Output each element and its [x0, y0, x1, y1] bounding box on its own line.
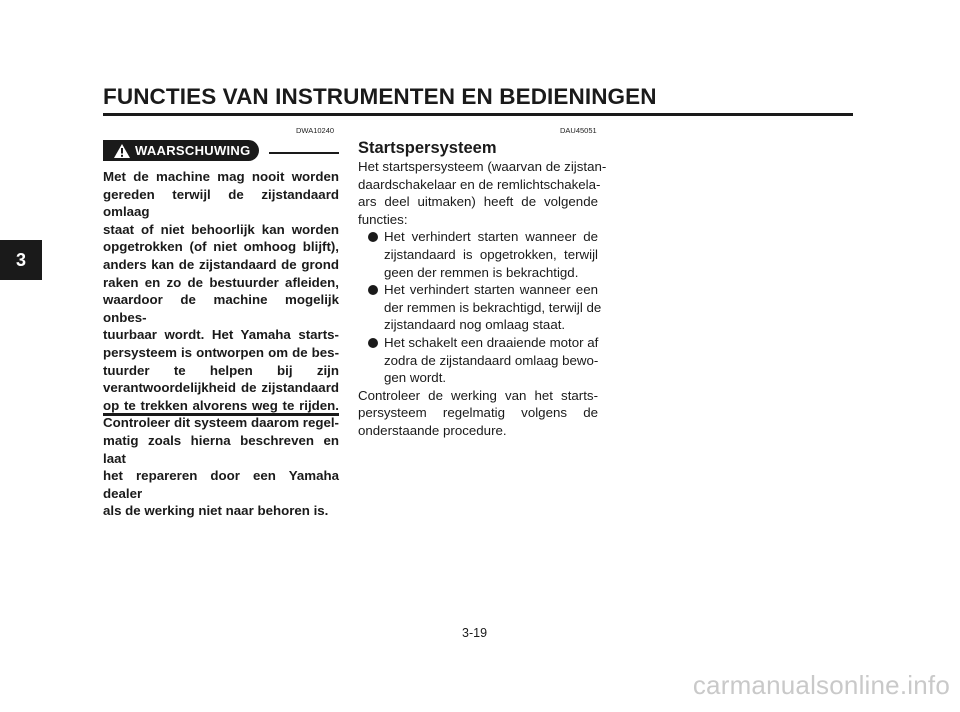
warning-badge — [103, 140, 259, 161]
intro-line: functies: — [358, 211, 408, 227]
intro-line: daardschakelaar en de remlichtschakela- — [358, 176, 601, 192]
warning-line: Met de machine mag nooit worden — [103, 169, 339, 184]
list-item — [358, 228, 598, 281]
intro-line: ars deel uitmaken) heeft de volgende — [358, 194, 598, 210]
warning-line: raken en zo de bestuurder afleiden, — [103, 274, 339, 290]
chapter-tab: 3 — [0, 240, 42, 280]
header-rule — [103, 113, 853, 116]
warning-reference-code: DWA10240 — [296, 126, 335, 135]
outro-line: persysteem regelmatig volgens de — [358, 405, 598, 421]
warning-line: staat of niet behoorlijk kan worden — [103, 221, 339, 237]
warning-line: persysteem is ontworpen om de bes- — [103, 344, 339, 360]
function-list — [358, 228, 602, 386]
section-reference-code: DAU45051 — [560, 126, 597, 135]
outro-line: onderstaande procedure. — [358, 422, 507, 438]
bullet-line: zodra de zijstandaard omlaag bewo- — [384, 352, 599, 368]
warning-header — [103, 140, 339, 162]
warning-line: op te trekken alvorens weg te rijden. — [103, 397, 339, 413]
warning-line: matig zoals hierna beschreven en laat — [103, 432, 339, 466]
list-item — [358, 334, 598, 387]
bullet-line: zijstandaard nog omlaag staat. — [384, 317, 566, 333]
warning-line: tuurder te helpen bij zijn — [103, 362, 339, 378]
bullet-icon — [368, 338, 378, 348]
bullet-line: der remmen is bekrachtigd, terwijl de — [384, 299, 602, 315]
warning-line: verantwoordelijkheid de zijstandaard — [103, 380, 339, 396]
bullet-icon — [368, 285, 378, 295]
bullet-line: Het verhindert starten wanneer de — [384, 229, 598, 245]
bullet-icon — [368, 232, 378, 242]
section-title: Startspersysteem — [358, 139, 497, 157]
bullet-line: gen wordt. — [384, 370, 447, 386]
warning-line: anders kan de zijstandaard de grond — [103, 256, 339, 272]
warning-triangle-icon — [111, 140, 133, 161]
warning-text — [103, 168, 339, 520]
warning-bottom-rule — [103, 413, 339, 416]
section-body — [358, 158, 607, 440]
warning-line: als de werking niet naar behoren is. — [103, 503, 329, 519]
warning-line: waardoor de machine mogelijk onbes- — [103, 292, 339, 325]
warning-line: gereden terwijl de zijstandaard omlaag — [103, 186, 339, 220]
warning-label: WAARSCHUWING — [135, 143, 251, 158]
bullet-line: Het verhindert starten wanneer een — [384, 282, 598, 298]
warning-line: tuurbaar wordt. Het Yamaha starts- — [103, 327, 339, 343]
page-number: 3-19 — [462, 626, 488, 640]
warning-line: opgetrokken (of niet omhoog blijft), — [103, 239, 339, 255]
bullet-line: zijstandaard is opgetrokken, terwijl — [384, 246, 598, 262]
bullet-line: Het schakelt een draaiende motor af — [384, 334, 599, 350]
outro-line: Controleer de werking van het starts- — [358, 387, 598, 403]
warning-header-line — [269, 152, 339, 154]
bullet-line: geen der remmen is bekrachtigd. — [384, 264, 579, 280]
list-item — [358, 281, 602, 334]
watermark: carmanualsonline.info — [692, 670, 950, 700]
warning-line: Controleer dit systeem daarom regel- — [103, 415, 339, 431]
intro-line: Het startspersysteem (waarvan de zijstan- — [358, 159, 607, 174]
page-header-title: FUNCTIES VAN INSTRUMENTEN EN BEDIENINGEN — [103, 84, 657, 109]
warning-line: het repareren door een Yamaha dealer — [103, 468, 339, 501]
